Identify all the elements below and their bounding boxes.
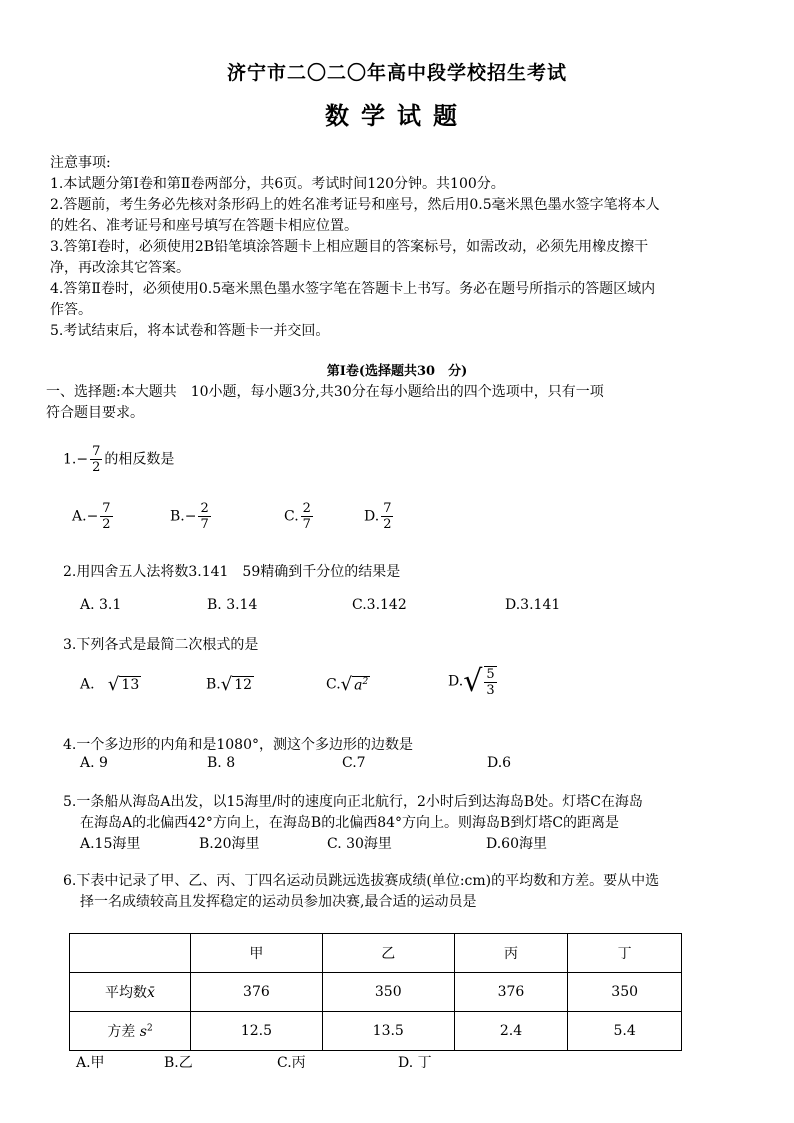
notes-heading: 注意事项: bbox=[50, 155, 111, 171]
table-row bbox=[70, 1012, 682, 1051]
section-title: 第Ⅰ卷(选择题共30 分) bbox=[326, 364, 468, 379]
table-cell: 350 bbox=[322, 973, 454, 1012]
table-header-cell: 丁 bbox=[568, 934, 682, 973]
table-header-cell: 乙 bbox=[322, 934, 454, 973]
table-cell: 2.4 bbox=[454, 1012, 568, 1051]
note-line: 5.考试结束后，将本试卷和答题卡一并交回。 bbox=[50, 323, 330, 339]
table-cell: 13.5 bbox=[322, 1012, 454, 1051]
q2-option-d: D.3.141 bbox=[505, 597, 561, 613]
q3-option-d: D. √ $\frac{5}{3}$ bbox=[448, 664, 495, 699]
table-row-label: 平均数x̄ bbox=[70, 973, 191, 1012]
question-5-line2: 在海岛A的北偏西42°方向上，在海岛B的北偏西84°方向上。则海岛B到灯塔C的距离是 bbox=[80, 815, 620, 831]
table-header-cell: 丙 bbox=[454, 934, 568, 973]
q6-option-b: B.乙 bbox=[164, 1055, 193, 1071]
q4-option-c: C.7 bbox=[342, 755, 366, 771]
q1-option-c: C. $\frac{2}{7}$ bbox=[284, 501, 311, 532]
q4-option-d: D.6 bbox=[487, 755, 512, 771]
note-line: 的姓名、准考证号和座号填写在答题卡相应位置。 bbox=[50, 218, 358, 234]
q2-option-b: B. 3.14 bbox=[207, 597, 258, 613]
q2-option-a: A. 3.1 bbox=[80, 597, 122, 613]
table-cell: 376 bbox=[454, 973, 568, 1012]
table-cell: 350 bbox=[568, 973, 682, 1012]
note-line: 净，再改涂其它答案。 bbox=[50, 260, 190, 276]
question-6-line2: 择一名成绩较高且发挥稳定的运动员参加决赛,最合适的运动员是 bbox=[80, 894, 477, 910]
table-header-row bbox=[70, 934, 682, 973]
section-intro: 符合题目要求。 bbox=[46, 405, 144, 421]
note-line: 2.答题前，考生务必先核对条形码上的姓名准考证号和座号，然后用0.5毫米黑色墨水签字笔将本人 bbox=[50, 197, 660, 213]
q6-option-a: A.甲 bbox=[76, 1055, 105, 1071]
q4-option-a: A. 9 bbox=[80, 755, 108, 771]
note-line: 4.答第Ⅱ卷时，必须使用0.5毫米黑色墨水签字笔在答题卡上书写。务必在题号所指示的答题区域内 bbox=[50, 281, 656, 297]
table-corner-cell bbox=[70, 934, 191, 973]
q6-option-c: C.丙 bbox=[277, 1055, 306, 1071]
question-6-line1: 6.下表中记录了甲、乙、丙、丁四名运动员跳远选拔赛成绩(单位:cm)的平均数和方差。要从中选 bbox=[63, 873, 660, 889]
question-2-stem: 2.用四舍五人法将数3.141 59精确到千分位的结果是 bbox=[63, 564, 401, 580]
table-cell: 12.5 bbox=[191, 1012, 323, 1051]
question-1-stem: 1.− $\frac{7}{2}$ 的相反数是 bbox=[63, 444, 175, 475]
note-line: 作答。 bbox=[50, 302, 92, 318]
question-4-stem: 4.一个多边形的内角和是1080°，测这个多边形的边数是 bbox=[63, 737, 413, 753]
exam-title: 济宁市二〇二〇年高中段学校招生考试 bbox=[226, 62, 567, 84]
note-line: 1.本试题分第Ⅰ卷和第Ⅱ卷两部分，共6页。考试时间120分钟。共100分。 bbox=[50, 176, 505, 192]
table-row-label: 方差 $s^2$ bbox=[70, 1012, 191, 1051]
q5-option-b: B.20海里 bbox=[199, 836, 260, 852]
score-table bbox=[69, 933, 682, 1051]
q5-option-d: D.60海里 bbox=[486, 836, 547, 852]
q1-option-a: A.− $\frac{7}{2}$ bbox=[72, 501, 111, 532]
q1-option-d: D. $\frac{7}{2}$ bbox=[364, 501, 392, 532]
question-5-line1: 5.一条船从海岛A出发，以15海里/时的速度向正北航行，2小时后到达海岛B处。灯塔C在海岛 bbox=[63, 794, 643, 810]
q2-option-c: C.3.142 bbox=[352, 597, 407, 613]
table-row bbox=[70, 973, 682, 1012]
table-cell: 5.4 bbox=[568, 1012, 682, 1051]
q3-option-a: A. √ 13 bbox=[80, 674, 140, 695]
q3-option-b: B. √ 12 bbox=[206, 674, 253, 695]
q1-option-b: B.− $\frac{2}{7}$ bbox=[170, 501, 209, 532]
note-line: 3.答第Ⅰ卷时，必须使用2B铅笔填涂答题卡上相应题目的答案标号，如需改动，必须先用橡皮擦干 bbox=[50, 239, 649, 255]
q6-option-d: D. 丁 bbox=[398, 1055, 432, 1071]
subject-title: 数学试题 bbox=[325, 101, 469, 130]
q5-option-a: A.15海里 bbox=[80, 836, 141, 852]
q4-option-b: B. 8 bbox=[207, 755, 236, 771]
q3-option-c: C. √ $a^2$ bbox=[326, 674, 369, 695]
table-cell: 376 bbox=[191, 973, 323, 1012]
table-header-cell: 甲 bbox=[191, 934, 323, 973]
section-intro: 一、选择题:本大题共 10小题，每小题3分,共30分在每小题给出的四个选项中，只有一项 bbox=[46, 384, 604, 400]
question-3-stem: 3.下列各式是最简二次根式的是 bbox=[63, 637, 259, 653]
q5-option-c: C. 30海里 bbox=[327, 836, 392, 852]
